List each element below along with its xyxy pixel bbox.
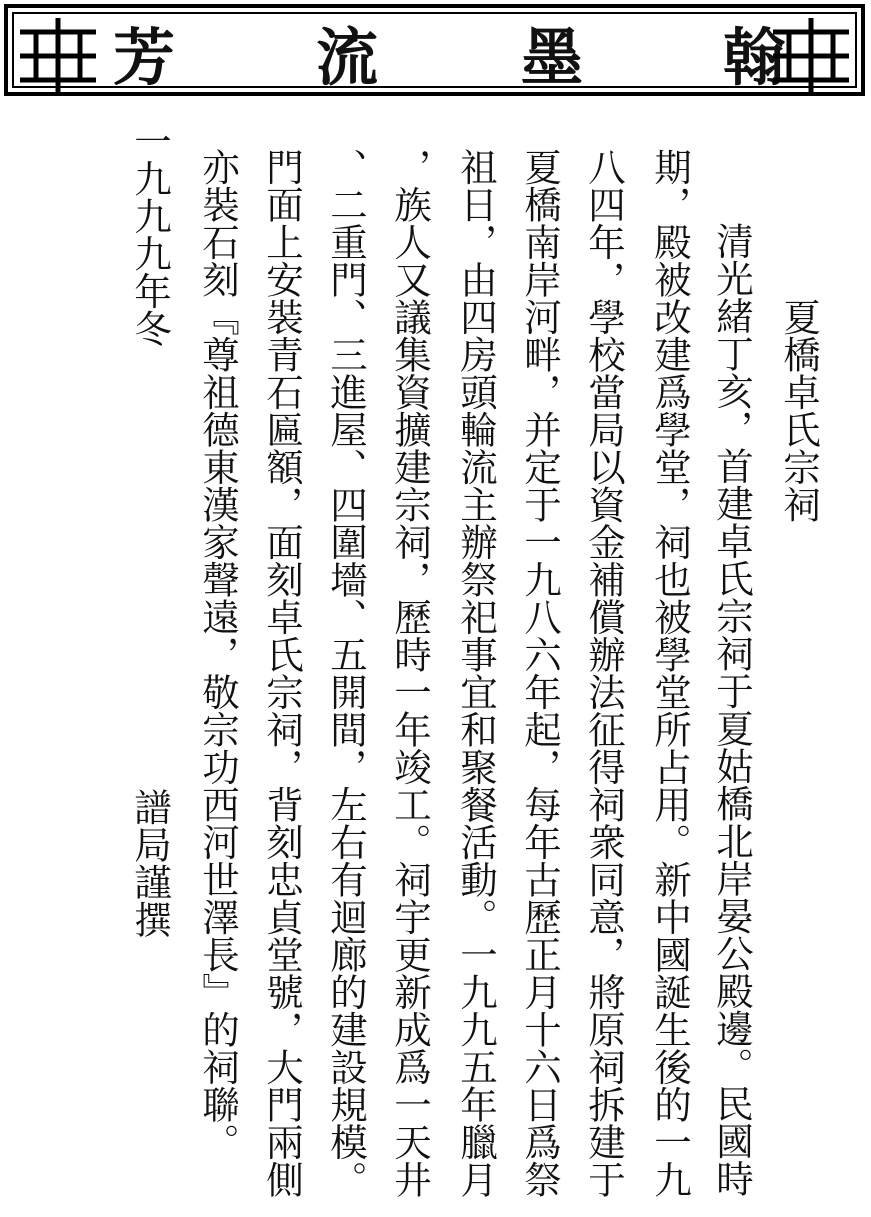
banner-inner-frame (12, 12, 857, 94)
body-column-3: 八四年，學校當局以資金補償辦法征得祠衆同意，將原祠拆建于 (582, 148, 626, 1198)
article-heading: 夏橋卓氏宗祠 (777, 298, 821, 523)
body-column-5: 祖日，由四房頭輪流主辦祭祀事宜和聚餐活動。一九九五年臘月 (454, 148, 498, 1198)
body-column-4: 夏橋南岸河畔，并定于一九八六年起，每年古歷正月十六日爲祭 (518, 148, 562, 1198)
banner-char-1: 芳 (112, 21, 175, 94)
fret-ornament-right (769, 14, 853, 98)
date-line: 一九九九年冬 (128, 122, 172, 347)
banner-char-4: 翰 (722, 21, 785, 94)
fret-ornament-left (16, 14, 100, 98)
body-column-6: ，族人又議集資擴建宗祠，歷時一年竣工。祠宇更新成爲一天井 (388, 148, 432, 1198)
banner-char-3: 墨 (520, 21, 583, 94)
body-column-7: 、二重門、三進屋、四圍墻、五開間，左右有迴廊的建設規模。 (324, 148, 368, 1198)
banner-char-2: 流 (315, 21, 378, 94)
body-column-2: 期，殿被改建爲學堂，祠也被學堂所占用。新中國誕生後的一九 (648, 148, 692, 1198)
signature-line: 譜局謹撰 (128, 788, 172, 938)
body-column-9: 亦裝石刻『尊祖德東漢家聲遠，敬宗功西河世澤長』的祠聯。 (196, 148, 240, 1161)
body-column-1: 清光緒丁亥，首建卓氏宗祠于夏姑橋北岸晏公殿邊。民國時 (710, 222, 754, 1197)
title-banner (4, 4, 865, 96)
body-column-8: 門面上安裝青石匾額，面刻卓氏宗祠，背刻忠貞堂號，大門兩側 (260, 148, 304, 1198)
